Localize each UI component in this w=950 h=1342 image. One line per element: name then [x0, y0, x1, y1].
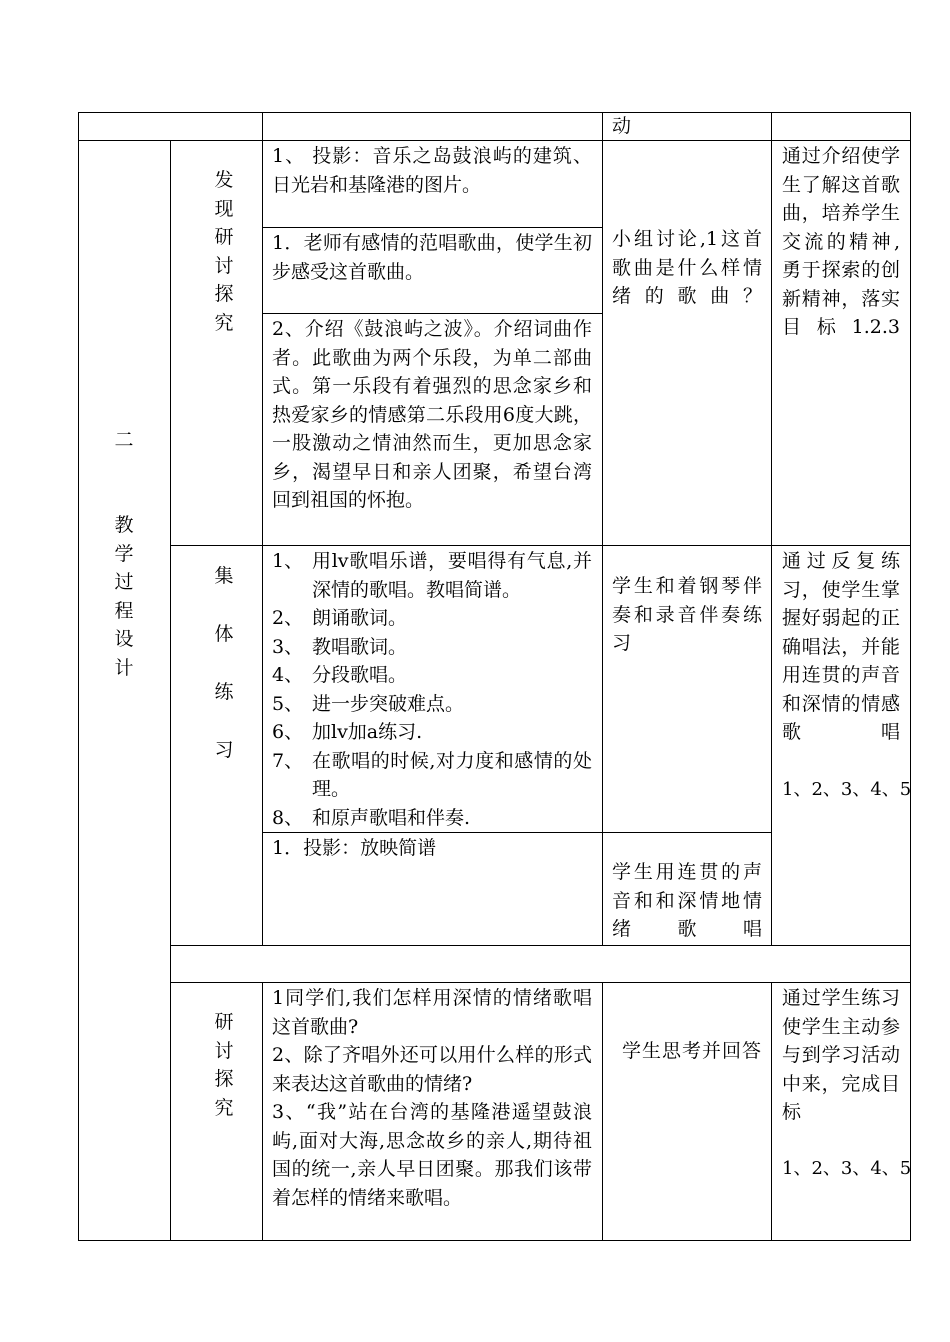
stage-label-discover: 发 现 研 讨 探 究 — [214, 169, 234, 334]
section-title: 教 学 过 程 设 计 — [114, 514, 134, 679]
student-activity-expressive-singing: 学生用连贯的声音和和深情地情绪歌唱 — [612, 861, 762, 940]
goal-practice-targets: 1、2、3、4、5 — [782, 779, 912, 800]
practice-step: 7、 在歌唱的时候,对力度和感情的处理。 — [272, 749, 592, 800]
goal-discuss: 通过学生练习使学生主动参与到学习活动中来，完成目标 — [782, 987, 900, 1123]
student-activity-think-answer: 学生思考并回答 — [622, 1040, 763, 1062]
practice-step: 4、 分段歌唱。 — [272, 664, 408, 686]
goal-discover: 通过介绍使学生了解这首歌曲，培养学生交流的精神,勇于探索的创新精神，落实目标1.2.3 — [782, 145, 900, 338]
practice-step: 6、 加lv加a练习. — [272, 721, 423, 743]
practice-steps — [272, 547, 592, 832]
goal-discuss-targets: 1、2、3、4、5 — [782, 1158, 912, 1179]
student-activity-discussion: 小组讨论,1这首歌曲是什么样情绪的歌曲？ — [612, 228, 762, 307]
stage-label-discuss: 研 讨 探 究 — [214, 1011, 234, 1119]
stage-label-practice: 集 体 练 习 — [214, 565, 234, 761]
section-number: 二 — [114, 429, 134, 451]
student-activity-practice: 学生和着钢琴伴奏和录音伴奏练习 — [612, 575, 762, 654]
activity-cell-continued: 动 — [612, 115, 632, 137]
practice-step: 2、 朗诵歌词。 — [272, 607, 408, 629]
teacher-activity-projection: 1、 投影：音乐之岛鼓浪屿的建筑、日光岩和基隆港的图片。 — [272, 145, 592, 196]
teacher-activity-model-singing: 1．老师有感情的范唱歌曲，使学生初步感受这首歌曲。 — [272, 232, 592, 283]
goal-practice: 通过反复练习，使学生掌握好弱起的正确唱法，并能用连贯的声音和深情的情感歌唱 — [782, 550, 900, 743]
teacher-activity-discussion-questions: 1同学们,我们怎样用深情的情绪歌唱这首歌曲? 2、除了齐唱外还可以用什么样的形式来表达这首歌曲的情绪? 3、“我”站在台湾的基隆港遥望鼓浪屿,面对大海,思念故乡的亲人,期待祖国的统一,亲人早日团聚。那我们该带着怎样的情绪来歌唱。 — [272, 987, 592, 1209]
practice-step: 1、 用lv歌唱乐谱，要唱得有气息,并深情的歌唱。教唱简谱。 — [272, 550, 592, 601]
teacher-activity-song-introduction: 2、介绍《鼓浪屿之波》。介绍词曲作者。此歌曲为两个乐段，为单二部曲式。第一乐段有着强烈的思念家乡和热爱家乡的情感第二乐段用6度大跳，一股激动之情油然而生，更加思念家乡，渴望早日和亲人团聚，希望台湾回到祖国的怀抱。 — [272, 318, 592, 511]
practice-step: 3、 教唱歌词。 — [272, 635, 408, 658]
practice-step: 5、 进一步突破难点。 — [272, 692, 465, 715]
practice-step: 8、 和原声歌唱和伴奏. — [272, 806, 471, 829]
teacher-activity-score-projection: 1．投影：放映简谱 — [272, 837, 437, 859]
